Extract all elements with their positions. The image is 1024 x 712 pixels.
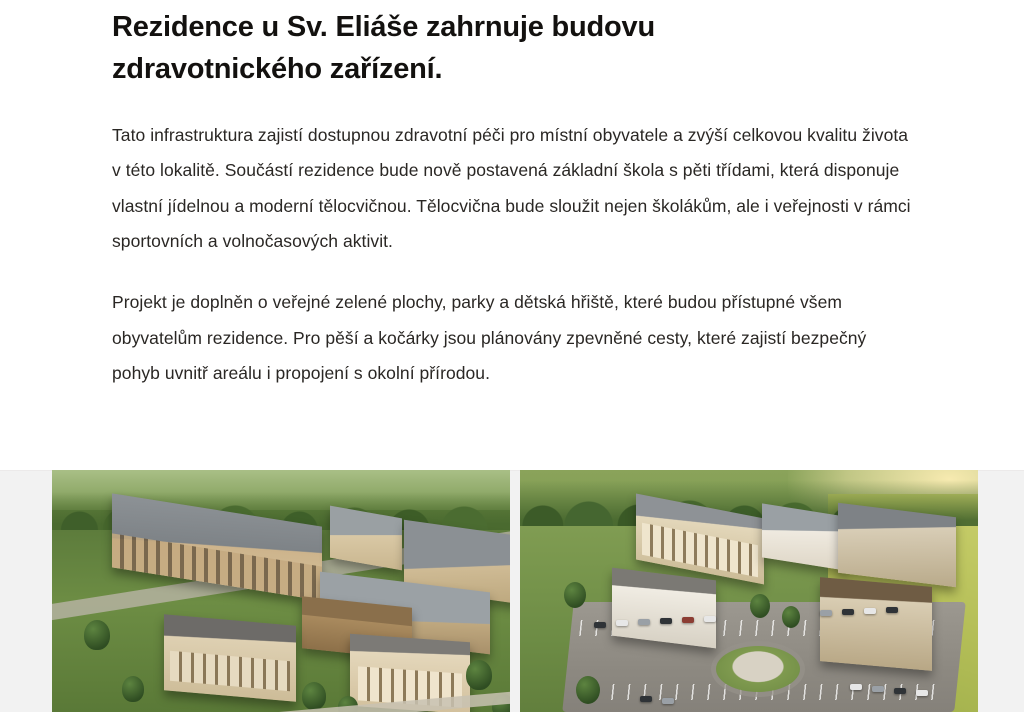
gallery-band (0, 470, 1024, 712)
page-title: Rezidence u Sv. Eliáše zahrnuje budovu zdravotnického zařízení. (112, 11, 656, 86)
image-gallery (52, 470, 978, 712)
car-shape (594, 622, 606, 628)
car-shape (872, 686, 884, 692)
car-shape (916, 690, 928, 696)
tree-shape (84, 620, 110, 650)
article-paragraph: Projekt je doplněn o veřejné zelené plochy, parky a dětská hřiště, které budou přístupné všem obyvatelům rezidence. Pro pěší a kočárky jsou plánovány zpevněné cesty, které zajistí bezpečný pohyb uvnitř areálu i propojení s okolní přírodou. (112, 292, 867, 384)
tree-shape (466, 660, 492, 690)
building-shape (612, 568, 716, 649)
car-shape (850, 684, 862, 690)
car-shape (638, 619, 650, 625)
building-shape (838, 503, 956, 587)
article-paragraph: Tato infrastruktura zajistí dostupnou zdravotní péči pro místní obyvatele a zvýší celkovou kvalitu života v této lokalitě. Součástí rezidence bude nově postavená základní škola s pěti třídami, která disponuje vlastní jídelnou a moderní tělocvičnou. Tělocvična bude sloužit nejen školákům, ale i veřejnosti v rámci sportovních a volnočasových aktivit. (112, 125, 911, 252)
car-shape (886, 607, 898, 613)
car-shape (842, 609, 854, 615)
tree-shape (782, 606, 800, 628)
roundabout-shape (716, 646, 800, 692)
tree-shape (576, 676, 600, 704)
car-shape (660, 618, 672, 624)
car-shape (640, 696, 652, 702)
aerial-view-residence-complex-image[interactable] (52, 470, 510, 712)
car-shape (662, 698, 674, 704)
tree-shape (302, 682, 326, 710)
building-shape (820, 577, 932, 671)
car-shape (682, 617, 694, 623)
tree-shape (122, 676, 144, 702)
car-shape (616, 620, 628, 626)
car-shape (704, 616, 716, 622)
tree-shape (564, 582, 586, 608)
car-shape (894, 688, 906, 694)
tree-shape (750, 594, 770, 618)
building-shape (164, 614, 296, 702)
aerial-view-parking-roundabout-image[interactable] (520, 470, 978, 712)
car-shape (864, 608, 876, 614)
car-shape (820, 610, 832, 616)
